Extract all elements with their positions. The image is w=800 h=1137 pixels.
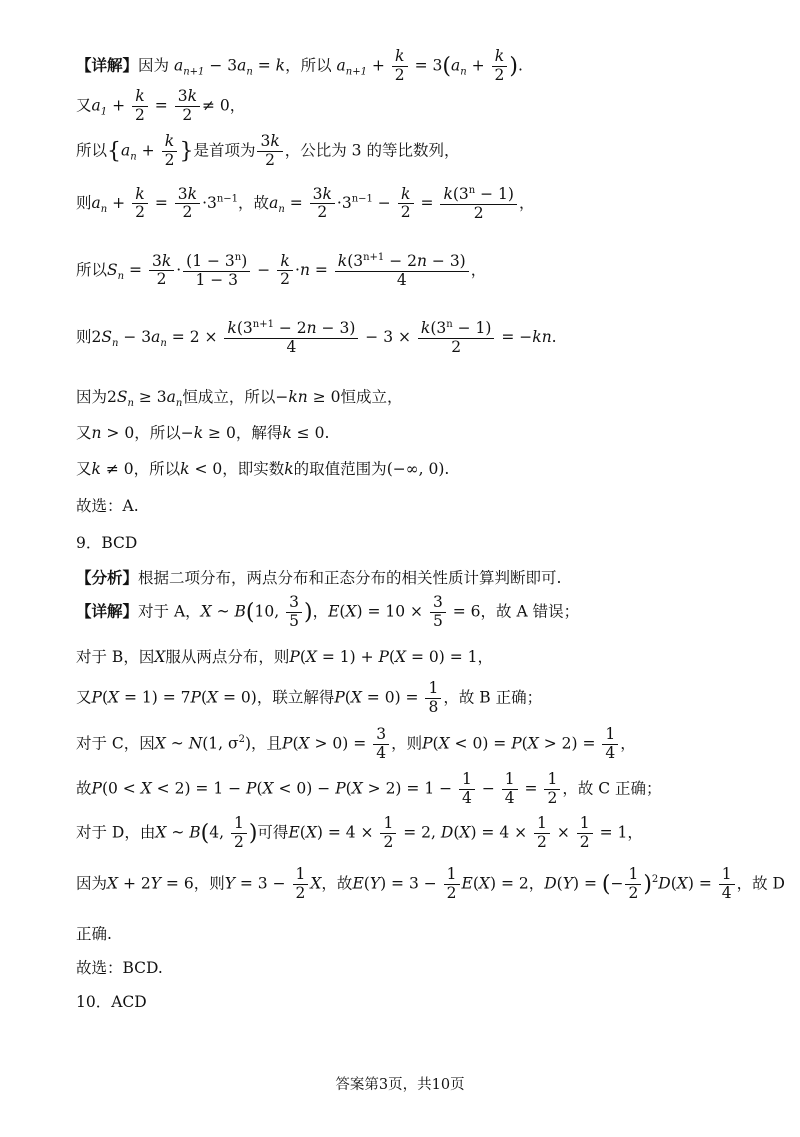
solution-line-5: 所以$S_n$ = $\frac{3k}{2}$ · $\frac{(1 - 3^n)}{1 - 3}$ − $\frac{k}{2}$ ·n = $\frac{k(3^{n+1} - 2n - 3)}{4}$ ， [76, 251, 487, 289]
solution-line-15: 又P(X = 1) = 7P(X = 0)，联立解得P(X = 0) = $\frac{1}{8}$ ，故 B 正确； [76, 679, 543, 716]
solution-line-10: 故选：A. [76, 497, 139, 515]
solution-line-14: 对于 B，因X服从两点分布，则P(X = 1) + P(X = 0) = 1， [76, 648, 494, 666]
solution-line-4: 则$a_n$ + $\frac{k}{2}$ = $\frac{3k}{2}$ $\cdot 3^{n-1}$，故$a_n$ = $\frac{3k}{2}$ $\cdot 3^{n-1}$ − $\frac{k}{2}$ = $\frac{k(3^n - 1)}{2}$ ， [76, 184, 535, 222]
question-10-answer: 10．ACD [76, 993, 147, 1011]
page-footer: 答案第3页，共10页 [335, 1077, 465, 1093]
analysis-line: 【分析】根据二项分布，两点分布和正态分布的相关性质计算判断即可. [76, 568, 562, 587]
solution-line-16: 对于 C，因X ~ N(1, $\sigma^2$)，且P(X > 0) = $\frac{3}{4}$ ，则P(X < 0) = P(X > 2) = $\frac{1}{4}$ ， [76, 725, 636, 762]
solution-line-18: 对于 D，由X ~ B(4, $\frac{1}{2}$ )可得E(X) = 4 × $\frac{1}{2}$ = 2, D(X) = 4 × $\frac{1}{2}$ × $\frac{1}{2}$ = 1， [76, 814, 643, 851]
solution-line-19: 因为X + 2Y = 6，则Y = 3 − $\frac{1}{2}$ X，故E(Y) = 3 − $\frac{1}{2}$ E(X) = 2，D(Y) = (− $\frac{1}{2}$ )$^2$D(X) = $\frac{1}{4}$ ，故 D [76, 865, 785, 902]
solution-line-9: 又k ≠ 0，所以k < 0，即实数k的取值范围为(−∞, 0). [76, 460, 450, 478]
solution-line-20: 正确. [76, 925, 112, 943]
solution-line-7: 因为$2S_n \ge 3a_n$恒成立，所以−kn ≥ 0恒成立， [76, 388, 403, 410]
section-label: 【分析】 [76, 568, 139, 587]
solution-line-13: 【详解】对于 A，X ~ B(10, $\frac{3}{5}$ )，E(X) = 10 × $\frac{3}{5}$ = 6，故 A 错误； [76, 593, 580, 630]
solution-line-2: 又$a_1$ + $\frac{k}{2}$ = $\frac{3k}{2}$ ≠ 0， [76, 87, 246, 124]
section-label: 【详解】 [76, 601, 139, 621]
solution-line-3: 所以{$a_n$ + $\frac{k}{2}$ }是首项为 $\frac{3k}{2}$ ，公比为 3 的等比数列， [76, 132, 460, 169]
solution-line-21: 故选：BCD. [76, 959, 163, 977]
question-9-answer: 9．BCD [76, 534, 138, 552]
solution-line-1: 【详解】因为 $a_{n+1} - 3a_n = k$，所以 $a_{n+1}$ + $\frac{k}{2}$ = $3(a_n$ + $\frac{k}{2}$ ). [76, 47, 523, 84]
section-label: 【详解】 [76, 55, 139, 75]
solution-line-17: 故P(0 < X < 2) = 1 − P(X < 0) − P(X > 2) = 1 − $\frac{1}{4}$ − $\frac{1}{4}$ = $\frac{1}{2}$ ，故 C 正确； [76, 770, 662, 807]
solution-line-6: 则$2S_n - 3a_n = 2$ × $\frac{k(3^{n+1} - 2n - 3)}{4}$ − 3 × $\frac{k(3^n - 1)}{2}$ = −kn. [76, 319, 557, 356]
solution-line-8: 又n > 0，所以−k ≥ 0，解得k ≤ 0. [76, 424, 330, 442]
